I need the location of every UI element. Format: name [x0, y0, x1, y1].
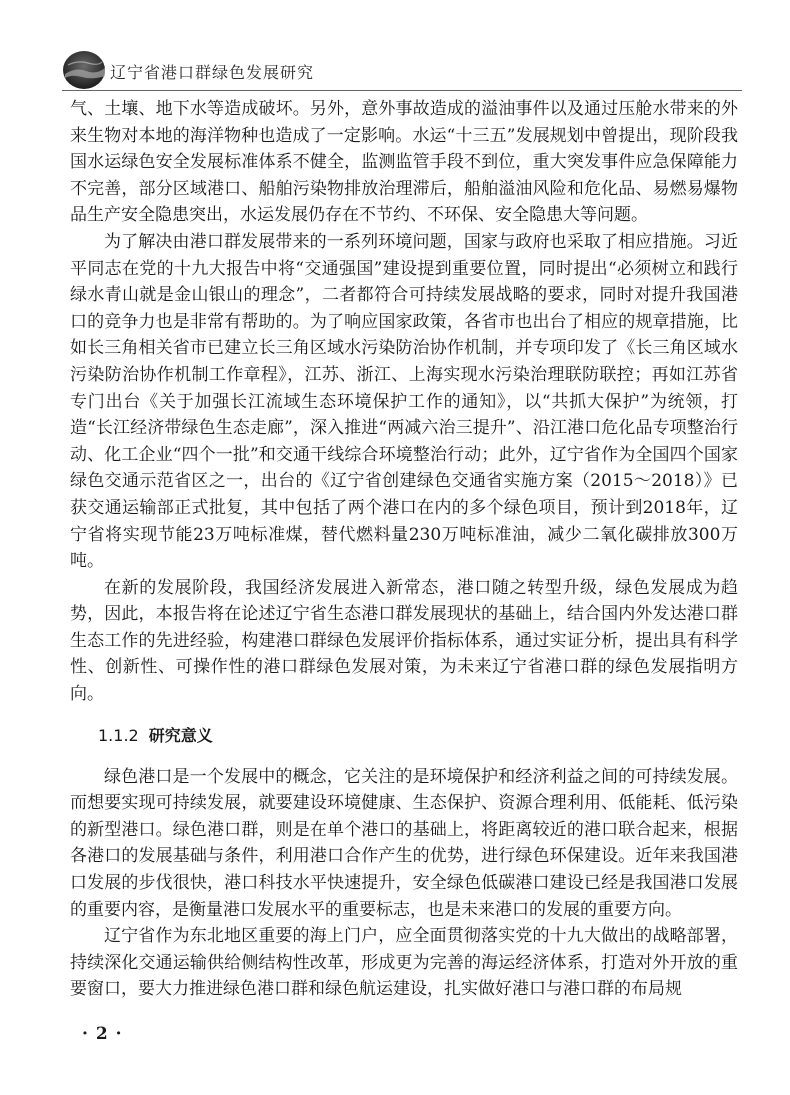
paragraph-measures: 为了解决由港口群发展带来的一系列环境问题，国家与政府也采取了相应措施。习近平同志在党的十九大报告中将“交通强国”建设提到重要位置，同时提出“必须树立和践行绿水青山就是金山银山的理念”，二者都符合可持续发展战略的要求，同时对提升我国港口的竞争力也是非常有帮助的。为了响应国家政策，各省市也出台了相应的规章措施，比如长三角相关省市已建立长三角区域水污染防治协作机制，并专项印发了《长三角区域水污染防治协作机制工作章程》，江苏、浙江、上海实现水污染治理联防联控；再如江苏省专门出台《关于加强长江流域生态环境保护工作的通知》，以“共抓大保护”为统领，打造“长江经济带绿色生态走廊”，深入推进“两减六治三提升”、沿江港口危化品专项整治行动、化工企业“四个一批”和交通干线综合环境整治行动；此外，辽宁省作为全国四个国家绿色交通示范省区之一，出台的《辽宁省创建绿色交通省实施方案（2015～2018）》已获交通运输部正式批复，其中包括了两个港口在内的多个绿色项目，预计到2018年，辽宁省将实现节能23万吨标准煤，替代燃料量230万吨标准油，减少二氧化碳排放300万吨。: [70, 231, 738, 572]
section-title: 研究意义: [148, 725, 213, 745]
section-number: 1.1.2: [98, 725, 139, 745]
running-header-title: 辽宁省港口群绿色发展研究: [110, 63, 315, 82]
page-number: · 2 ·: [82, 1024, 123, 1044]
paragraph-liaoning-gateway: 辽宁省作为东北地区重要的海上门户，应全面贯彻落实党的十九大做出的战略部署，持续深化交通运输供给侧结构性改革，形成更为完善的海运经济体系，打造对外开放的重要窗口，要大力推进绿色港口群和绿色航运建设，扎实做好港口与港口群的布局规: [70, 926, 738, 1000]
section-heading: [98, 724, 738, 748]
running-header: [62, 50, 742, 90]
header-divider: [62, 90, 742, 91]
page-body: [70, 96, 738, 1003]
paragraph-green-port-concept: 绿色港口是一个发展中的概念，它关注的是环境保护和经济利益之间的可持续发展。而想要实现可持续发展，就要建设环境健康、生态保护、资源合理利用、低能耗、低污染的新型港口。绿色港口群，则是在单个港口的基础上，将距离较近的港口联合起来，根据各港口的发展基础与条件，利用港口合作产生的优势，进行绿色环保建设。近年来我国港口发展的步伐很快，港口科技水平快速提升，安全绿色低碳港口建设已经是我国港口发展的重要内容，是衡量港口发展水平的重要标志，也是未来港口的发展的重要方向。: [70, 766, 738, 920]
paragraph-continued: 气、土壤、地下水等造成破坏。另外，意外事故造成的溢油事件以及通过压舱水带来的外来生物对本地的海洋物种也造成了一定影响。水运“十三五”发展规划中曾提出，现阶段我国水运绿色安全发展标准体系不健全，监测监管手段不到位，重大突发事件应急保障能力不完善，部分区域港口、船舶污染物排放治理滞后，船舶溢油风险和危化品、易燃易爆物品生产安全隐患突出，水运发展仍存在不节约、不环保、安全隐患大等问题。: [70, 99, 738, 226]
paragraph-new-stage: 在新的发展阶段，我国经济发展进入新常态，港口随之转型升级，绿色发展成为趋势，因此，本报告将在论述辽宁省生态港口群发展现状的基础上，结合国内外发达港口群生态工作的先进经验，构建港口群绿色发展评价指标体系，通过实证分析，提出具有科学性、创新性、可操作性的港口群绿色发展对策，为未来辽宁省港口群的绿色发展指明方向。: [70, 577, 738, 705]
harbor-photo-logo-icon: [62, 50, 106, 90]
